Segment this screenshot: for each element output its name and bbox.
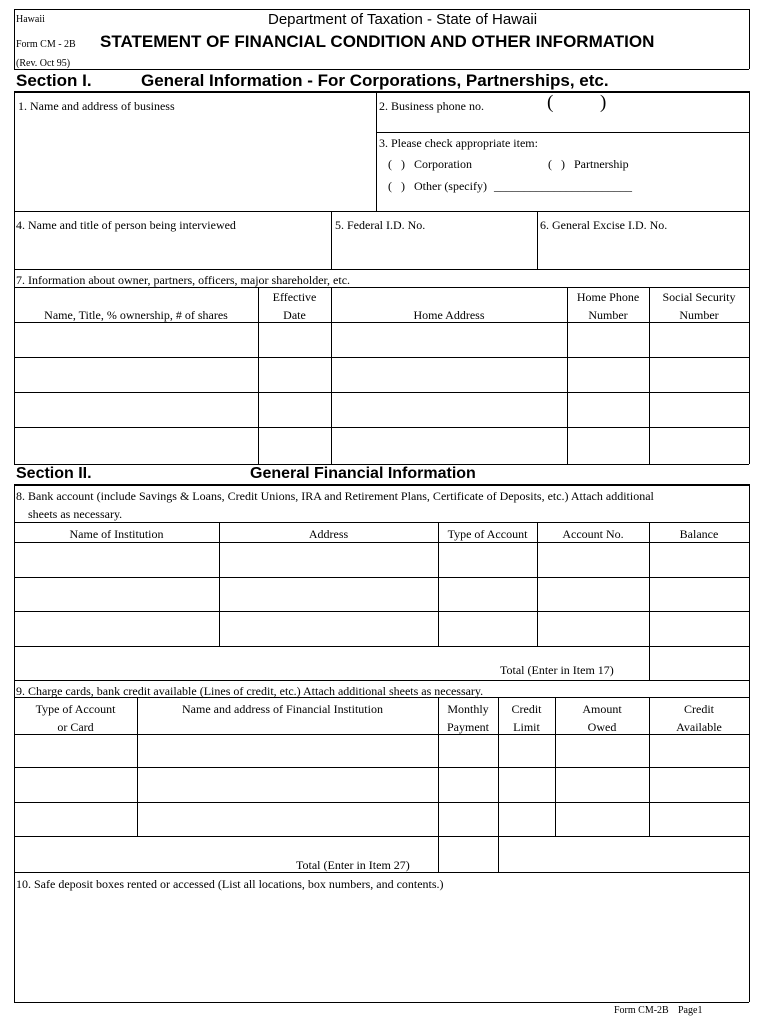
col-ssn-number: Number	[679, 308, 719, 322]
total-balance-field[interactable]	[650, 647, 749, 679]
total-item9-label: Total (Enter in Item 27)	[296, 858, 410, 872]
col-effective: Effective	[272, 290, 317, 304]
business-name-address-field[interactable]	[18, 115, 370, 207]
col9-amount: Amount	[582, 702, 622, 716]
table-row[interactable]	[15, 578, 749, 610]
state-label: Hawaii	[16, 14, 45, 25]
col-account-no: Account No.	[562, 527, 624, 541]
item5-label: 5. Federal I.D. No.	[335, 218, 426, 232]
item4-label: 4. Name and title of person being interviewed	[16, 218, 236, 232]
table-row[interactable]	[15, 393, 749, 426]
col-account-type: Type of Account	[447, 527, 528, 541]
col9-type-card: or Card	[57, 720, 94, 734]
footer-form: Form CM-2B	[614, 1005, 669, 1016]
col9-financial-institution: Name and address of Financial Institution	[182, 702, 383, 716]
checkbox-corporation[interactable]: ( ) Corporation	[388, 157, 472, 171]
item7-label: 7. Information about owner, partners, officers, major shareholder, etc.	[16, 273, 351, 287]
table-row[interactable]	[15, 323, 749, 356]
interviewee-field[interactable]	[18, 234, 326, 266]
col9-limit: Limit	[513, 720, 540, 734]
item9-label: 9. Charge cards, bank credit available (Lines of credit, etc.) Attach additional sheets as necessary.	[16, 684, 484, 698]
department-title: Department of Taxation - State of Hawaii	[268, 11, 538, 28]
item3-label: 3. Please check appropriate item:	[379, 136, 538, 150]
safe-deposit-field[interactable]	[18, 893, 746, 999]
col9-type: Type of Account	[35, 702, 116, 716]
col-home-phone: Home Phone	[576, 290, 640, 304]
col9-monthly: Monthly	[447, 702, 489, 716]
form-title: STATEMENT OF FINANCIAL CONDITION AND OTHER INFORMATION	[100, 32, 655, 51]
footer-page: Page1	[678, 1005, 703, 1016]
table-row[interactable]	[15, 612, 749, 645]
col-balance: Balance	[679, 527, 719, 541]
total-credit-field[interactable]	[499, 837, 749, 871]
table-row[interactable]	[15, 428, 749, 463]
item8-label: 8. Bank account (include Savings & Loans, Credit Unions, IRA and Retirement Plans, Certificate of Deposits, etc.) Attach additional	[16, 489, 654, 503]
checkbox-other[interactable]: ( ) Other (specify)	[388, 179, 487, 193]
col-phone-number: Number	[588, 308, 628, 322]
revision-date: (Rev. Oct 95)	[16, 58, 71, 69]
col-ssn: Social Security	[662, 290, 736, 304]
federal-id-field[interactable]	[335, 234, 533, 266]
item2-label: 2. Business phone no.	[379, 99, 484, 113]
form-number: Form CM - 2B	[16, 39, 76, 50]
checkbox-partnership[interactable]: ( ) Partnership	[548, 157, 629, 171]
item1-label: 1. Name and address of business	[18, 99, 175, 113]
section1-label: Section I.	[16, 71, 92, 90]
total-monthly-payment-field[interactable]	[439, 837, 497, 871]
col-date: Date	[283, 308, 306, 322]
table-row[interactable]	[15, 768, 749, 801]
col-name-title: Name, Title, % ownership, # of shares	[44, 308, 228, 322]
table-row[interactable]	[15, 543, 749, 576]
col-address: Address	[308, 527, 349, 541]
col9-owed: Owed	[587, 720, 617, 734]
phone-paren-open: (	[547, 92, 554, 113]
other-specify-field[interactable]: _______________________	[494, 179, 632, 193]
business-phone-field[interactable]	[555, 94, 599, 118]
table-row[interactable]	[15, 358, 749, 391]
item8-label-cont: sheets as necessary.	[28, 507, 123, 521]
phone-paren-close: )	[600, 92, 607, 113]
col9-available: Available	[676, 720, 722, 734]
excise-id-field[interactable]	[540, 234, 745, 266]
total-item8-label: Total (Enter in Item 17)	[500, 663, 614, 677]
table-row[interactable]	[15, 735, 749, 766]
col-institution: Name of Institution	[69, 527, 164, 541]
col9-credit: Credit	[511, 702, 542, 716]
table-row[interactable]	[15, 803, 749, 835]
section2-label: Section II.	[16, 465, 92, 482]
col-home-address: Home Address	[413, 308, 485, 322]
item10-label: 10. Safe deposit boxes rented or accessed (List all locations, box numbers, and contents.)	[16, 877, 444, 891]
col9-payment: Payment	[447, 720, 489, 734]
section2-title: General Financial Information	[250, 465, 476, 482]
col9-credit-avail: Credit	[684, 702, 714, 716]
section1-title: General Information - For Corporations, Partnerships, etc.	[141, 71, 609, 90]
item6-label: 6. General Excise I.D. No.	[540, 218, 668, 232]
